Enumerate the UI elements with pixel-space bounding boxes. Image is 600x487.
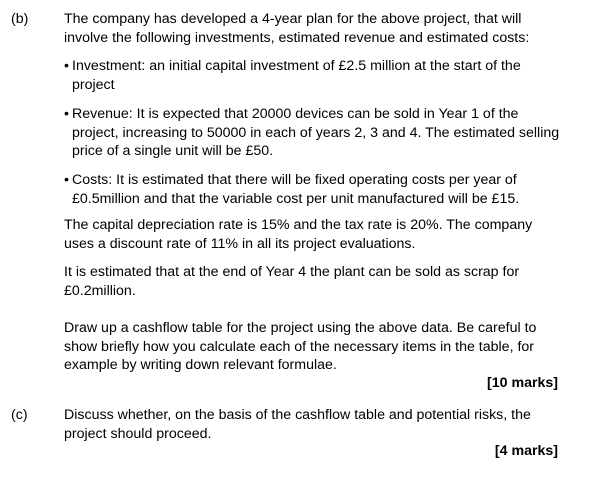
task-paragraph: Draw up a cashflow table for the project using the above data. Be careful to show briefly how you calculate each of the necessary items in the table, for example by writing down relevant formulae. (64, 320, 537, 373)
part-b-intro: The company has developed a 4-year plan for the above project, that will involve the following investments, estimated revenue and estimated costs: (64, 11, 530, 46)
bullet-revenue (64, 105, 564, 161)
depreciation-paragraph: The capital depreciation rate is 15% and the tax rate is 20%. The company uses a discount rate of 11% in all its project evaluations. (64, 217, 533, 252)
bullet-marker: • (64, 106, 69, 122)
bullet-marker: • (64, 172, 69, 188)
bullet-revenue-text: Revenue: It is expected that 20000 devices can be sold in Year 1 of the project, increasing to 50000 in each of years 2, 3 and 4. The estimated selling price of a single unit will be £50. (72, 106, 560, 159)
part-b-label: (b) (11, 11, 29, 27)
part-c-text: Discuss whether, on the basis of the cashflow table and potential risks, the project should proceed. (64, 407, 531, 442)
bullet-marker: • (64, 58, 69, 74)
part-c-marks: [4 marks] (494, 443, 558, 459)
part-b-marks: [10 marks] (487, 375, 558, 391)
bullet-costs (64, 171, 564, 208)
part-c-label: (c) (11, 407, 28, 423)
bullet-costs-text: Costs: It is estimated that there will be fixed operating costs per year of £0.5million and that the variable cost per unit manufactured will be £15. (72, 172, 520, 207)
bullet-investment-text: Investment: an initial capital investment of £2.5 million at the start of the project (72, 58, 521, 93)
bullet-investment (64, 57, 564, 94)
scrap-paragraph: It is estimated that at the end of Year 4 the plant can be sold as scrap for £0.2million. (64, 264, 520, 299)
